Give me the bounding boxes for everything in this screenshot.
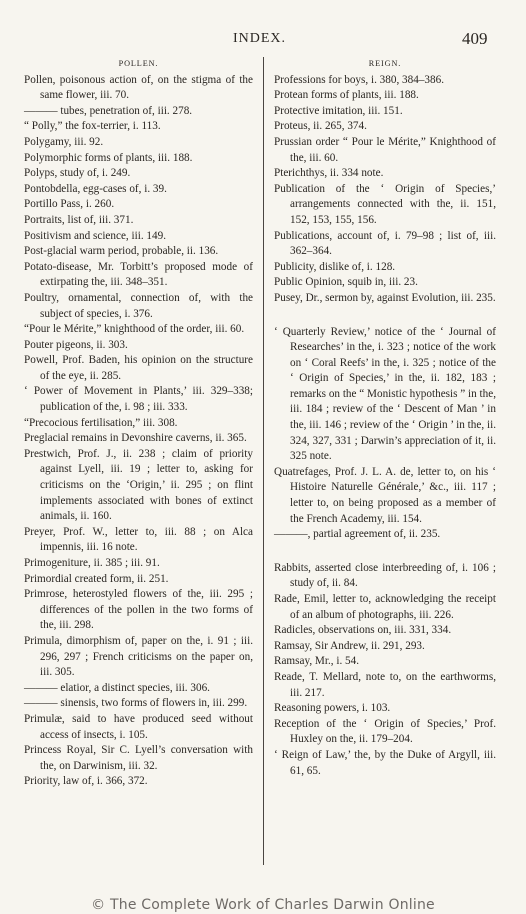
copyright-footer: © The Complete Work of Charles Darwin Online: [91, 897, 435, 913]
index-entry: Potato-disease, Mr. Torbitt’s proposed mode of extirpating the, iii. 348–351.: [24, 260, 253, 289]
index-entry: Protective imitation, iii. 151.: [274, 104, 403, 117]
index-entry: Pusey, Dr., sermon by, against Evolution, iii. 235.: [274, 291, 496, 304]
entries-group-quarterly: [274, 325, 496, 543]
index-entry: Primrose, heterostyled flowers of the, iii. 295 ; differences of the pollen in the two forms of the, iii. 298.: [24, 588, 253, 632]
index-title: INDEX.: [233, 31, 287, 46]
index-entry: ——— sinensis, two forms of flowers in, iii. 299.: [24, 697, 248, 710]
left-column: [24, 56, 253, 790]
index-entry: Reasoning powers, i. 103.: [274, 702, 391, 715]
index-entry: Powell, Prof. Baden, his opinion on the structure of the eye, ii. 285.: [24, 354, 253, 382]
index-entry: Ramsay, Sir Andrew, ii. 291, 293.: [274, 639, 425, 652]
index-entry: Proteus, ii. 265, 374.: [274, 120, 367, 133]
index-entry: Ramsay, Mr., i. 54.: [274, 655, 360, 668]
index-entry: Prestwich, Prof. J., ii. 238 ; claim of priority against Lyell, iii. 19 ; letter to, asking for criticisms on the ‘Origin,’ ii. 295 ; on flint implements associated with bones of extinct animals, ii. 160.: [24, 447, 253, 523]
index-entry: Polygamy, iii. 92.: [24, 135, 104, 148]
index-entry: Polymorphic forms of plants, iii. 188.: [24, 151, 193, 164]
index-entry: Publication of the ‘ Origin of Species,’ arrangements connected with the, ii. 151, 152, 153, 155, 156.: [274, 182, 496, 226]
index-entry: ——— elatior, a distinct species, iii. 306.: [24, 681, 210, 694]
entries-group-professions: [274, 73, 496, 307]
index-entry: Priority, law of, i. 366, 372.: [24, 775, 148, 788]
index-entry: ‘ Reign of Law,’ the, by the Duke of Argyll, iii. 61, 65.: [274, 748, 496, 777]
index-entry: “Pour le Mérite,” knighthood of the order, iii. 60.: [24, 323, 245, 336]
index-entry: ———, partial agreement of, ii. 235.: [274, 528, 441, 541]
right-column: [274, 56, 496, 779]
index-entry: Portraits, list of, iii. 371.: [24, 213, 134, 226]
index-entry: Rade, Emil, letter to, acknowledging the receipt of an album of photographs, iii. 226.: [274, 593, 496, 621]
index-entry: Princess Royal, Sir C. Lyell’s conversation with the, on Darwinism, iii. 32.: [24, 744, 253, 772]
group-gap: [274, 543, 496, 561]
index-entry: Preyer, Prof. W., letter to, iii. 88 ; on Alca impennis, iii. 16 note.: [24, 525, 253, 554]
index-entry: Professions for boys, i. 380, 384–386.: [274, 73, 444, 86]
index-entry: Pouter pigeons, ii. 303.: [24, 338, 128, 351]
index-entry: “Precocious fertilisation,” iii. 308.: [24, 416, 178, 429]
right-column-heading: REIGN.: [368, 59, 402, 68]
left-entries: [24, 73, 253, 790]
index-entry: Reade, T. Mellard, note to, on the earthworms, iii. 217.: [274, 670, 496, 699]
index-entry: Polyps, study of, i. 249.: [24, 167, 131, 180]
index-entry: Primula, dimorphism of, paper on the, i. 91 ; iii. 296, 297 ; French criticisms on the paper on, iii. 305.: [24, 634, 253, 679]
index-entry: Reception of the ‘ Origin of Species,’ Prof. Huxley on the, ii. 179–204.: [274, 717, 496, 746]
index-entry: Positivism and science, iii. 149.: [24, 229, 167, 242]
index-entry: Post-glacial warm period, probable, ii. 136.: [24, 245, 219, 258]
index-entry: Publications, account of, i. 79–98 ; list of, iii. 362–364.: [274, 229, 496, 258]
index-entry: Prussian order “ Pour le Mérite,” Knighthood of the, iii. 60.: [274, 135, 496, 164]
index-entry: Quatrefages, Prof. J. L. A. de, letter to, on his ‘ Histoire Naturelle Générale,’ &c., iii. 117 ; letter to, on being proposed as a member of the French Academy, iii. 154.: [274, 465, 496, 525]
index-entry: ——— tubes, penetration of, iii. 278.: [24, 104, 193, 117]
index-entry: ‘ Quarterly Review,’ notice of the ‘ Journal of Researches’ in the, i. 323 ; notice of the work on ‘ Coral Reefs’ in the, i. 325 ; notice of the ‘ Origin of Species,’ in the, ii. 182, 183 ; remarks on the “ Monistic hypothesis ” in the, iii. 184 ; review of the ‘ Descent of Man ’ in the, iii. 146 ; review of the ‘ Origin ’ in the, ii. 324, 327, 331 ; Darwin’s appreciation of it, ii. 325 note.: [274, 325, 496, 463]
index-entry: Poultry, ornamental, connection of, with the subject of species, i. 376.: [24, 291, 253, 320]
page-header: [0, 31, 526, 51]
index-entry: Pollen, poisonous action of, on the stigma of the same flower, iii. 70.: [24, 73, 253, 102]
index-entry: Publicity, dislike of, i. 128.: [274, 260, 396, 273]
index-entry: ‘ Power of Movement in Plants,’ iii. 329–338; publication of the, i. 98 ; iii. 333.: [24, 385, 253, 414]
index-entry: Pontobdella, egg-cases of, i. 39.: [24, 182, 167, 195]
index-entry: Radicles, observations on, iii. 331, 334.: [274, 624, 452, 637]
index-entry: Protean forms of plants, iii. 188.: [274, 89, 419, 102]
index-entry: Public Opinion, squib in, iii. 23.: [274, 276, 418, 289]
index-entry: Primordial created form, ii. 251.: [24, 572, 169, 585]
group-gap: [274, 307, 496, 325]
column-divider: [263, 57, 264, 865]
index-entry: Preglacial remains in Devonshire caverns, ii. 365.: [24, 432, 247, 445]
index-entry: Portillo Pass, i. 260.: [24, 198, 115, 211]
index-entry: Primulæ, said to have produced seed without access of insects, i. 105.: [24, 712, 253, 741]
index-entry: “ Polly,” the fox-terrier, i. 113.: [24, 120, 161, 133]
index-entry: Primogeniture, ii. 385 ; iii. 91.: [24, 557, 160, 569]
left-column-heading: POLLEN.: [118, 59, 159, 68]
index-entry: Rabbits, asserted close interbreeding of, i. 106 ; study of, ii. 84.: [274, 561, 496, 590]
entries-group-rabbits: [274, 561, 496, 779]
page-number: 409: [462, 29, 488, 48]
index-entry: Pterichthys, ii. 334 note.: [274, 167, 384, 180]
